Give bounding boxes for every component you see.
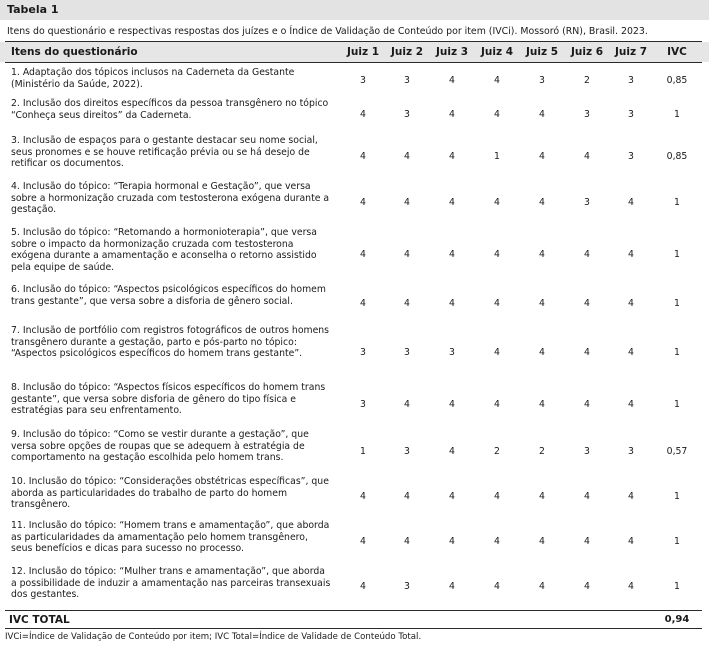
juiz-5-score: 4 (539, 581, 545, 592)
juiz-5-score: 4 (539, 491, 545, 502)
table-bottom-rule (5, 628, 702, 629)
juiz-3-score: 4 (449, 581, 455, 592)
juiz-6-score: 4 (584, 151, 590, 162)
juiz-5-score: 4 (539, 151, 545, 162)
column-header-juiz-4: Juiz 4 (480, 46, 514, 58)
item-text: 3. Inclusão de espaços para o gestante destacar seu nome social, seus pronomes e se houve retificação prévia ou se há desejo de retificar os documentos. (11, 135, 318, 170)
juiz-1-score: 1 (360, 446, 366, 457)
juiz-2-score: 4 (404, 536, 410, 547)
juiz-3-score: 4 (449, 298, 455, 309)
ivc-value: 1 (674, 298, 680, 309)
juiz-5-score: 3 (539, 75, 545, 86)
juiz-1-score: 4 (360, 536, 366, 547)
juiz-4-score: 2 (494, 446, 500, 457)
juiz-6-score: 4 (584, 249, 590, 260)
juiz-7-score: 4 (628, 536, 634, 547)
juiz-2-score: 4 (404, 197, 410, 208)
table-row (0, 284, 709, 323)
column-header-items: Itens do questionário (11, 46, 138, 58)
table-row (0, 135, 709, 179)
juiz-1-score: 3 (360, 399, 366, 410)
table-row (0, 325, 709, 380)
juiz-1-score: 3 (360, 75, 366, 86)
table-label-bar (0, 0, 709, 20)
juiz-6-score: 4 (584, 491, 590, 502)
juiz-7-score: 3 (628, 75, 634, 86)
juiz-3-score: 3 (449, 347, 455, 358)
ivc-value: 0,57 (666, 446, 688, 457)
juiz-2-score: 3 (404, 109, 410, 120)
table-row (0, 520, 709, 564)
juiz-1-score: 4 (360, 109, 366, 120)
juiz-5-score: 4 (539, 197, 545, 208)
juiz-5-score: 4 (539, 347, 545, 358)
juiz-4-score: 1 (494, 151, 500, 162)
column-header-juiz-6: Juiz 6 (570, 46, 604, 58)
table-caption: Itens do questionário e respectivas respostas dos juízes e o Índice de Validação de Conteúdo por item (IVCi). Mossoró (RN), Brasil. 2023. (7, 26, 648, 37)
column-header-ivc: IVC (667, 46, 687, 58)
juiz-4-score: 4 (494, 347, 500, 358)
item-text: 11. Inclusão do tópico: “Homem trans e amamentação”, que aborda as particularidades da amamentação pelo homem transgênero, seus benefícios e dicas para sucesso no processo. (11, 520, 330, 555)
juiz-7-score: 4 (628, 491, 634, 502)
juiz-2-score: 3 (404, 446, 410, 457)
juiz-3-score: 4 (449, 197, 455, 208)
table-row (0, 227, 709, 282)
juiz-7-score: 4 (628, 399, 634, 410)
item-text: 7. Inclusão de portfólio com registros fotográficos de outros homens transgênero durante a gestação, parto e pós-parto no tópico: “Aspectos psicológicos específicos do homem trans gestante”. (11, 325, 330, 360)
juiz-2-score: 3 (404, 347, 410, 358)
juiz-1-score: 4 (360, 151, 366, 162)
juiz-5-score: 4 (539, 536, 545, 547)
ivc-value: 1 (674, 536, 680, 547)
juiz-3-score: 4 (449, 491, 455, 502)
juiz-6-score: 2 (584, 75, 590, 86)
column-header-juiz-5: Juiz 5 (525, 46, 559, 58)
juiz-7-score: 4 (628, 197, 634, 208)
column-header-juiz-1: Juiz 1 (346, 46, 380, 58)
juiz-4-score: 4 (494, 581, 500, 592)
juiz-7-score: 3 (628, 109, 634, 120)
table-row (0, 429, 709, 474)
juiz-4-score: 4 (494, 197, 500, 208)
ivc-value: 0,85 (666, 75, 688, 86)
table-row (0, 181, 709, 225)
juiz-6-score: 4 (584, 581, 590, 592)
item-text: 1. Adaptação dos tópicos inclusos na Caderneta da Gestante (Ministério da Saúde, 2022). (11, 67, 295, 90)
juiz-6-score: 3 (584, 109, 590, 120)
item-text: 8. Inclusão do tópico: “Aspectos físicos específicos do homem trans gestante”, que versa sobre disforia de gênero do tipo física e estratégias para seu enfrentamento. (11, 382, 326, 417)
juiz-4-score: 4 (494, 75, 500, 86)
juiz-6-score: 4 (584, 347, 590, 358)
total-top-rule (5, 610, 702, 611)
juiz-3-score: 4 (449, 249, 455, 260)
juiz-5-score: 4 (539, 399, 545, 410)
juiz-7-score: 3 (628, 446, 634, 457)
juiz-3-score: 4 (449, 75, 455, 86)
juiz-2-score: 4 (404, 298, 410, 309)
ivc-value: 0,85 (666, 151, 688, 162)
juiz-4-score: 4 (494, 491, 500, 502)
juiz-7-score: 4 (628, 298, 634, 309)
juiz-2-score: 4 (404, 151, 410, 162)
juiz-2-score: 4 (404, 491, 410, 502)
table-row (0, 382, 709, 427)
juiz-5-score: 4 (539, 298, 545, 309)
juiz-5-score: 2 (539, 446, 545, 457)
item-text: 10. Inclusão do tópico: “Considerações obstétricas específicas”, que aborda as particularidades do trabalho de parto do homem transgênero. (11, 476, 329, 511)
juiz-4-score: 4 (494, 109, 500, 120)
juiz-1-score: 4 (360, 491, 366, 502)
item-text: 2. Inclusão dos direitos específicos da pessoa transgênero no tópico “Conheça seus direitos” da Caderneta. (11, 98, 329, 121)
juiz-7-score: 4 (628, 347, 634, 358)
juiz-2-score: 3 (404, 75, 410, 86)
column-header-juiz-3: Juiz 3 (435, 46, 469, 58)
table-row (0, 566, 709, 608)
juiz-7-score: 4 (628, 249, 634, 260)
ivc-total-label: IVC TOTAL (9, 614, 70, 626)
table-label: Tabela 1 (7, 3, 59, 16)
header-bottom-rule (5, 62, 702, 63)
ivc-value: 1 (674, 491, 680, 502)
juiz-3-score: 4 (449, 151, 455, 162)
ivc-value: 1 (674, 399, 680, 410)
juiz-7-score: 4 (628, 581, 634, 592)
juiz-2-score: 4 (404, 399, 410, 410)
juiz-3-score: 4 (449, 399, 455, 410)
juiz-4-score: 4 (494, 249, 500, 260)
juiz-3-score: 4 (449, 446, 455, 457)
item-text: 4. Inclusão do tópico: “Terapia hormonal e Gestação”, que versa sobre a hormonização cruzada com testosterona exógena durante a gestação. (11, 181, 330, 216)
juiz-1-score: 4 (360, 249, 366, 260)
juiz-1-score: 3 (360, 347, 366, 358)
juiz-4-score: 4 (494, 536, 500, 547)
table-row (0, 476, 709, 518)
juiz-6-score: 4 (584, 399, 590, 410)
juiz-6-score: 4 (584, 536, 590, 547)
juiz-2-score: 3 (404, 581, 410, 592)
ivc-value: 1 (674, 581, 680, 592)
ivc-value: 1 (674, 347, 680, 358)
item-text: 9. Inclusão do tópico: “Como se vestir durante a gestação”, que versa sobre opções de roupas que se adequem à estratégia de comportamento na gestação escolhida pelo homem trans. (11, 429, 309, 464)
ivc-value: 1 (674, 109, 680, 120)
juiz-6-score: 3 (584, 446, 590, 457)
item-text: 12. Inclusão do tópico: “Mulher trans e amamentação”, que aborda a possibilidade de induzir a amamentação nas parceiras transexuais dos gestantes. (11, 566, 331, 601)
juiz-5-score: 4 (539, 249, 545, 260)
juiz-2-score: 4 (404, 249, 410, 260)
juiz-3-score: 4 (449, 536, 455, 547)
ivc-value: 1 (674, 197, 680, 208)
column-header-juiz-2: Juiz 2 (390, 46, 424, 58)
table-row (0, 67, 709, 95)
juiz-1-score: 4 (360, 581, 366, 592)
juiz-3-score: 4 (449, 109, 455, 120)
juiz-4-score: 4 (494, 399, 500, 410)
juiz-5-score: 4 (539, 109, 545, 120)
juiz-7-score: 3 (628, 151, 634, 162)
ivc-total-value: 0,94 (664, 614, 690, 625)
juiz-6-score: 3 (584, 197, 590, 208)
item-text: 5. Inclusão do tópico: “Retomando a hormonioterapia”, que versa sobre o impacto da hormonização cruzada com testosterona exógena durante a amamentação e aconselha o retorno assistido pela equipe de saúde. (11, 227, 317, 273)
juiz-4-score: 4 (494, 298, 500, 309)
column-header-juiz-7: Juiz 7 (614, 46, 648, 58)
juiz-1-score: 4 (360, 298, 366, 309)
juiz-6-score: 4 (584, 298, 590, 309)
table-row (0, 98, 709, 132)
juiz-1-score: 4 (360, 197, 366, 208)
table-footnote: IVCi=Índice de Validação de Conteúdo por item; IVC Total=Índice de Validade de Conteúdo Total. (5, 632, 422, 642)
ivc-value: 1 (674, 249, 680, 260)
item-text: 6. Inclusão do tópico: “Aspectos psicológicos específicos do homem trans gestante”, que versa sobre a disforia de gênero social. (11, 284, 326, 307)
